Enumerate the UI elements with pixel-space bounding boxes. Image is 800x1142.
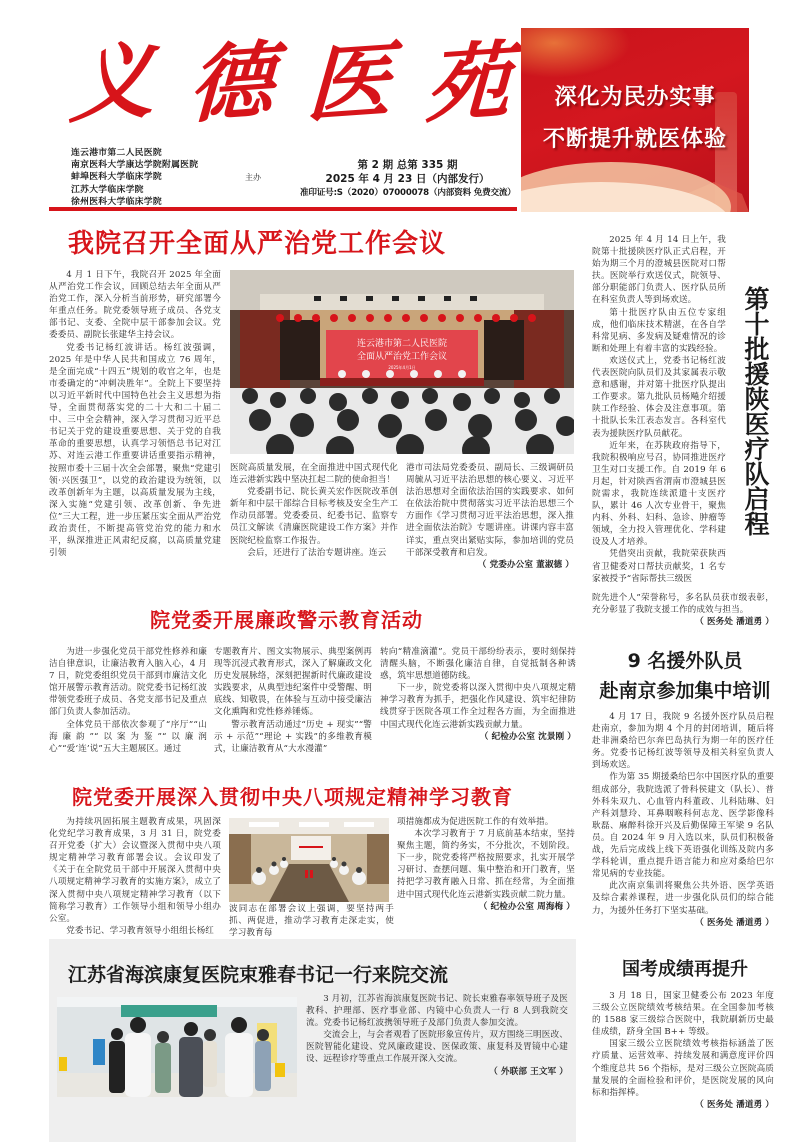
masthead-char: 苑 [424,30,512,135]
paragraph: 医院高质量发展，在全面推进中国式现代化连云港新实践中坚决扛起二院的使命担当！ [230,463,398,486]
article-column [380,646,576,744]
article-column [306,993,568,1079]
paragraph: 下一步，院党委将以深入贯彻中央八项规定精神学习教育为抓手，把强化作风建设、筑牢纪律防线贯穿于医院各项工作全过程各方面，为全面推进中国式现代化连云港新实践贡献力量。 [380,683,576,730]
article-headline: 院党委开展深入贯彻中央八项规定精神学习教育 [72,785,513,809]
paragraph: 近年来，在苏陕政府指导下，我院积极响应号召，协同推进医疗卫生对口支援工作。自 2019 年 6 月起，针对陕西省渭南市澄城县医院需求，我院连续派遣十支医疗队，累计 46 人次专业骨干，聚焦内科、外科、妇科、急诊、肿瘤等领域，全力投入管理优化、学科建设及人才培养。 [592,440,726,548]
paragraph: 2025 年 4 月 14 日上午，我院第十批援陕医疗队正式启程，开始为期三个月的澄城县医院对口帮扶。医院举行欢送仪式，院领导、部分职能部门负责人、医疗队员所在科室负责人等到场欢送。 [592,235,726,306]
article-headline: 国考成绩再提升 [622,959,748,980]
banner-line-1: 深化为民办实事 [554,85,716,110]
byline: （ 外联部 王文军 ） [489,1066,568,1077]
masthead-title [70,28,510,138]
article-headline [580,646,790,706]
paragraph: 为持续巩固拓展主题教育成果，巩固深化党纪学习教育成果，3 月 31 日，院党委召开党委（扩大）会议暨深入贯彻中央八项规定精神学习教育部署会议。会议印发了《关于在全院党员干部中开展深入贯彻中央八项规定精神学习教育的实施方案》，成立了深入贯彻中央八项规定精神学习教育（以下简称学习教育）工作领导小组和领导小组办公室。 [49,817,221,924]
visit-illustration [57,997,297,1097]
paragraph: 本次学习教育于 7 月底前基本结束，坚持聚焦主题，简约务实，不分批次，不划阶段。下一步，院党委将严格按照要求，扎实开展学习研讨、查摆问题、集中整治和开门教育，坚持把学习教育融入日常、抓在经常，为全面推进中国式现代化连云港新实践贡献二院力量。 [397,829,575,900]
paragraph: 交流会上，与会者观看了医院形象宣传片，双方围绕三明医改、医院智能化建设、党风廉政建设、医保政策、康复科及胃镜中心建设、远程诊疗等重点工作展开深入交流。 [306,1030,568,1065]
paragraph: 院先进个人”荣誉称号，多名队员获市级表彰，充分彰显了我院支援工作的成效与担当。 [592,593,774,616]
byline: （ 医务处 潘道勇 ） [695,917,774,928]
masthead-char: 义 [68,30,156,135]
meeting-room-illustration [229,818,389,902]
paragraph: 会后，还进行了法治专题讲座。连云 [247,547,387,558]
article-column [592,234,726,585]
paragraph: 第十批医疗队由五位专家组成，他们临床技术精湛，在各自学科常见病、多发病及疑难情况的诊断和处理上有着丰富的实践经验。 [592,307,726,354]
paragraph: 此次南京集训将聚焦公共外语、医学英语及综合素养课程，进一步强化队员们的综合能力，为援外任务打下坚实基础。 [592,881,774,916]
article-column [397,816,575,914]
sponsor-item: 徐州医科大学临床学院 [71,196,162,207]
sponsor-list [71,147,198,208]
byline: （ 医务处 潘道勇 ） [695,1099,774,1110]
article-column [214,646,372,755]
svg-text:2025年4月1日: 2025年4月1日 [388,365,416,370]
paragraph: 全体党员干部依次参观了“序厅”“山海廉韵”“以案为鉴”“以廉润心”“爱‘连’说”五大主题展区。通过 [49,719,207,754]
article-column [230,462,398,559]
paragraph: 转向“精准滴灌”。党员干部纷纷表示，要时刻保持清醒头脑，不断强化廉洁自律，自觉抵制各种诱惑，筑牢思想道德防线。 [380,647,576,682]
masthead-char: 德 [186,30,275,135]
paragraph: 为进一步强化党员干部党性修养和廉洁自律意识，让廉洁教育入脑入心，4 月 7 日，院党委组织党员干部到市廉洁文化馆开展警示教育活动。院党委书记杨红波带领党委班子成员、各党支部书记及重点部门负责人参加活动。 [49,647,207,718]
sponsor-item: 连云港市第二人民医院 [71,148,162,158]
byline: （ 党委办公室 董淑德 ） [477,559,574,570]
paragraph: 3 月 18 日，国家卫健委公布 2023 年度三级公立医院绩效考核结果。在全国参加考核的 1588 家三级综合医院中，我院刷新历史最佳成绩，跻身全国 B++ 等级。 [592,991,774,1038]
masthead-rule [49,207,517,211]
paragraph: 4 月 17 日，我院 9 名援外医疗队员启程赴南京，参加为期 4 个月的封闭培训，随后将赴非洲桑给巴尔奔巴岛执行为期一年的医疗任务。党委书记杨红波等领导及相关科室负责人到场欢送。 [592,712,774,771]
paragraph: 港市司法局党委委员、副局长、三级调研员周毓从习近平法治思想的核心要义、习近平法治思想对全面依法治国的实践要求、如何在依法治院中贯彻落实习近平法治思想三个方面作《学习贯彻习近平法治思想，深入推进全面依法治院》专题讲座。讲课内容丰富详实，重点突出紧贴实际，参加培训的党员干部深受教育和启发。 [406,463,574,558]
visit-photo [57,997,297,1097]
paragraph: 党委副书记、院长黄关宏作医院改革创新年和中层干部综合目标考核及安全生产工作动员部署。党委委员、纪委书记、监察专员江文解读《清廉医院建设工作方案》并作医院纪检监察工作报告。 [230,487,398,546]
paragraph: 4 月 1 日下午，我院召开 2025 年全面从严治党工作会议，回顾总结去年全面从严治党工作，深入分析当前形势，研究部署今年重点任务。院党委领导班子成员、各党支部书记、支委、全院中层干部参加会议。党委委员、副院长张建华主持会议。 [49,270,221,341]
article-column [592,592,774,629]
vertical-headline: 第十批援陕医疗队启程 [741,286,770,536]
meeting-photo-illustration [230,270,574,454]
byline: （ 纪检办公室 周海梅 ） [478,901,575,912]
article-column [49,646,207,755]
issue-date: 2025 年 4 月 23 日（内部发行） [325,173,490,185]
slogan-banner [521,28,749,212]
masthead-char: 医 [305,30,394,135]
paragraph: 作为第 35 期援桑给巴尔中国医疗队的重要组成部分，我院选派了骨科侯建文（队长）、普外科朱双九、心血管内科董政、儿科陆琳、妇产科刘慧玲、耳鼻咽喉科何志龙、医学影像科耿磊、麻醉科徐开兴及后勤保障王军梁 9 名队员。自 2024 年 9 月入选以来，队员们积极备战，先后完成线上线下英语强化训练及院内多学科轮训，重点提升语言能力和应对桑给巴尔常见病的专业技能。 [592,772,774,880]
paragraph: 波同志在部署会议上强调，要坚持两手抓、两促进，推动学习教育走深走实，使学习教育每 [229,904,394,939]
meeting-photo [230,270,574,454]
issue-info [300,158,515,200]
permit-number: 准印证号:S（2020）07000078（内部资料 免费交流） [300,188,516,198]
banner-line-2: 不断提升就医体验 [542,127,727,152]
article-headline: 我院召开全面从严治党工作会议 [68,229,447,259]
svg-text:连云港市第二人民医院: 连云港市第二人民医院 [356,339,448,349]
sparkle-decoration [521,28,631,78]
article-column [49,269,221,559]
paragraph: 项措施都成为促进医院工作的有效举措。 [397,817,554,827]
paragraph: 凭借突出贡献，我院荣获陕西省卫健委对口帮扶贡献奖，1 名专家被授予“省际帮扶三级医 [592,549,726,584]
sponsor-item: 蚌埠医科大学临床学院 [71,172,162,183]
headline-line: 9 名援外队员 [627,650,743,672]
svg-text:全面从严治党工作会议: 全面从严治党工作会议 [356,352,448,362]
article-column [229,903,394,939]
sponsor-item: 江苏大学临床学院 [71,184,144,195]
headline-line: 赴南京参加集中培训 [599,680,771,702]
article-headline: 院党委开展廉政警示教育活动 [150,608,423,632]
paragraph: 党委书记、学习教育领导小组组长杨红 [66,925,214,936]
paragraph: 警示教育活动通过“历史 + 现实”“警示 + 示范”“理论 + 实践”的多维教育模式，让廉洁教育从“大水漫灌” [214,719,372,754]
issue-number: 第 2 期 总第 335 期 [357,159,458,171]
article-headline: 江苏省海滨康复医院束雅春书记一行来院交流 [68,964,449,986]
article-column [49,816,221,937]
paragraph: 3 月初，江苏省海滨康复医院书记、院长束雅春率领导班子及医教科、护理部、医疗事业部、内镜中心负责人一行 8 人到我院交流。党委书记杨红波携领导班子及部门负责人参加交流。 [306,994,568,1029]
article-column [592,711,774,930]
paragraph: 国家三级公立医院绩效考核指标涵盖了医疗质量、运营效率、持续发展和满意度评价四个维度总共 56 个指标，是对三级公立医院高质量发展的全面检验和评价，是医院发展的风向标和指挥棒。 [592,1039,774,1098]
meeting-room-photo [229,818,389,902]
byline: （ 医务处 潘道勇 ） [695,617,774,628]
article-column [592,990,774,1112]
paragraph: 专题教育片、图文实物展示、典型案例再现等沉浸式教育形式，深入了解廉政文化历史发展脉络，深刻把握新时代廉政建设实践要求，从典型违纪案件中受警醒、明底线、知敬畏，在体验与互动中接受廉洁文化熏陶和党性修养锤炼。 [214,647,372,718]
article-column [406,462,574,572]
sponsor-item: 南京医科大学康达学院附属医院 [71,160,199,171]
sponsor-tag: 主办 [245,173,261,182]
byline: （ 纪检办公室 沈景刚 ） [479,731,576,742]
paragraph: 党委书记杨红波讲话。杨红波强调，2025 年是中华人民共和国成立 76 周年，是全面完成“十四五”规划的收官之年，也是市委确定的“冲刺决胜年”。全院上下要坚持以习近平新时代中国特色社会主义思想为指导，全面贯彻落实党的二十大和二十届二中、三中全会精神，深入学习贯彻习近平总书记关于党的建设重要思想、关于党的自我革命的重要思想，认真学习领悟总书记对江苏、对连云港工作重要讲话重要指示精神，按照市委十三届十次全会部署，聚焦“党建引领·兴医强卫”，以党的政治建设为统领，以改革创新年为主题，以高质量发展为主线，深入实施“党建引领、改革创新、争先进位”三大工程，进一步压紧压实全面从严治党政治责任，不断提高管党治党的能力和水平，纵深推进正风肃纪反腐，以高质量党建引领 [49,342,221,559]
paragraph: 欢送仪式上，党委书记杨红波代表医院向队员们及其家属表示敬意和感谢，并对第十批医疗队提出工作要求。第九批队员杨飚介绍援陕工作经验、体会及注意事项。第十批队长朱江表态发言。各科室代表为援陕医疗队员献花。 [592,355,726,439]
